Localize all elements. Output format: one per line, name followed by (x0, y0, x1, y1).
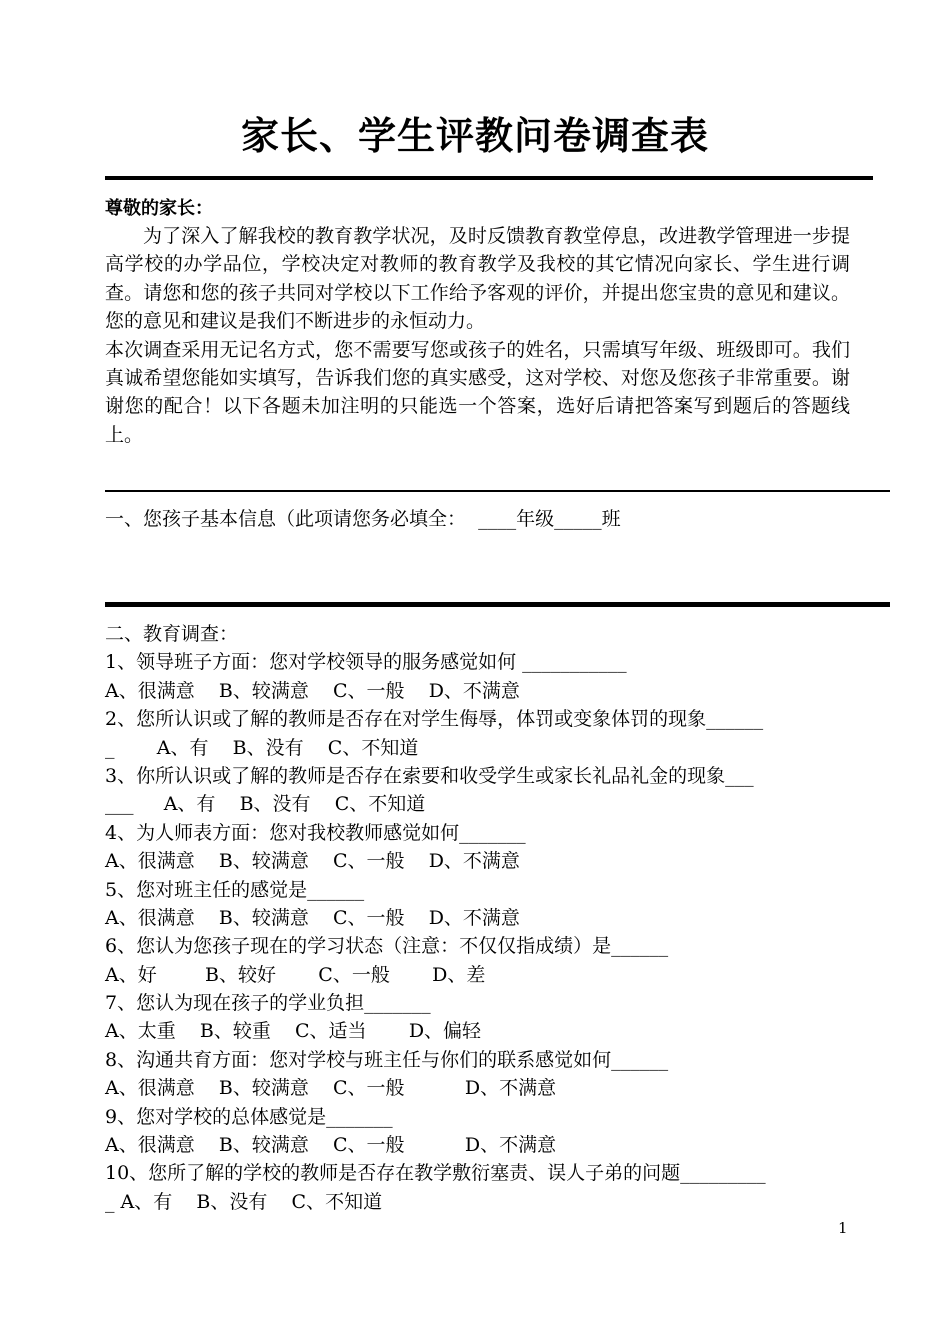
survey-line: 5、您对班主任的感觉是______ (105, 878, 365, 901)
survey-line: ___ A、有 B、没有 C、不知道 (105, 793, 426, 816)
page-title: 家长、学生评教问卷调查表 (240, 113, 709, 158)
survey-line: A、太重 B、较重 C、适当 D、偏轻 (105, 1020, 482, 1043)
page-number: 1 (838, 1219, 848, 1237)
survey-line: 8、沟通共育方面：您对学校与班主任与你们的联系感觉如何______ (105, 1048, 669, 1071)
intro-paragraph-2: 本次调查采用无记名方式，您不需要写您或孩子的姓名，只需填写年级、班级即可。我们真诚希望您能如实填写，告诉我们您的真实感受，这对学校、对您及您孩子非常重要。谢谢您的配合！以下各题未加注明的只能选一个答案，选好后请把答案写到题后的答题线上。 (105, 338, 850, 446)
survey-line: 10、您所了解的学校的教师是否存在教学敷衍塞责、误人子弟的问题_________ (105, 1162, 766, 1185)
survey-line: 9、您对学校的总体感觉是_______ (105, 1105, 393, 1128)
basic-info-line: 一、您孩子基本信息（此项请您务必填全： ____年级_____班 (105, 508, 621, 530)
survey-line: 7、您认为现在孩子的学业负担_______ (105, 992, 431, 1015)
survey-line: A、很满意 B、较满意 C、一般 D、不满意 (105, 906, 520, 929)
survey-line: 6、您认为您孩子现在的学习状态（注意：不仅仅指成绩）是______ (105, 935, 669, 958)
survey-line: 4、为人师表方面：您对我校教师感觉如何_______ (105, 821, 526, 844)
survey-line: 1、领导班子方面：您对学校领导的服务感觉如何 ___________ (105, 651, 627, 674)
greeting: 尊敬的家长： (105, 198, 213, 219)
survey-line: A、很满意 B、较满意 C、一般 D、不满意 (105, 1134, 557, 1157)
section-divider-thick (105, 602, 890, 607)
survey-line: A、很满意 B、较满意 C、一般 D、不满意 (105, 850, 520, 873)
survey-section (105, 620, 850, 1216)
survey-heading: 二、教育调查： (105, 623, 239, 645)
intro-text (105, 222, 850, 449)
survey-line: 2、您所认识或了解的教师是否存在对学生侮辱，体罚或变象体罚的现象______ (105, 708, 764, 731)
title-divider (105, 176, 873, 180)
survey-line: _ A、有 B、没有 C、不知道 (105, 736, 419, 759)
survey-line: A、好 B、较好 C、一般 D、差 (105, 963, 486, 986)
survey-line: 3、你所认识或了解的教师是否存在索要和收受学生或家长礼品礼金的现象___ (105, 764, 754, 787)
survey-line: A、很满意 B、较满意 C、一般 D、不满意 (105, 679, 520, 702)
intro-paragraph-1: 为了深入了解我校的教育教学状况，及时反馈教育教堂停息，改进教学管理进一步提高学校的办学品位，学校决定对教师的教育教学及我校的其它情况向家长、学生进行调查。请您和您的孩子共同对学校以下工作给予客观的评价，并提出您宝贵的意见和建议。您的意见和建议是我们不断进步的永恒动力。 (105, 225, 850, 333)
section-divider-thin (105, 490, 890, 492)
survey-line: _ A、有 B、没有 C、不知道 (105, 1190, 383, 1213)
survey-line: A、很满意 B、较满意 C、一般 D、不满意 (105, 1077, 557, 1100)
